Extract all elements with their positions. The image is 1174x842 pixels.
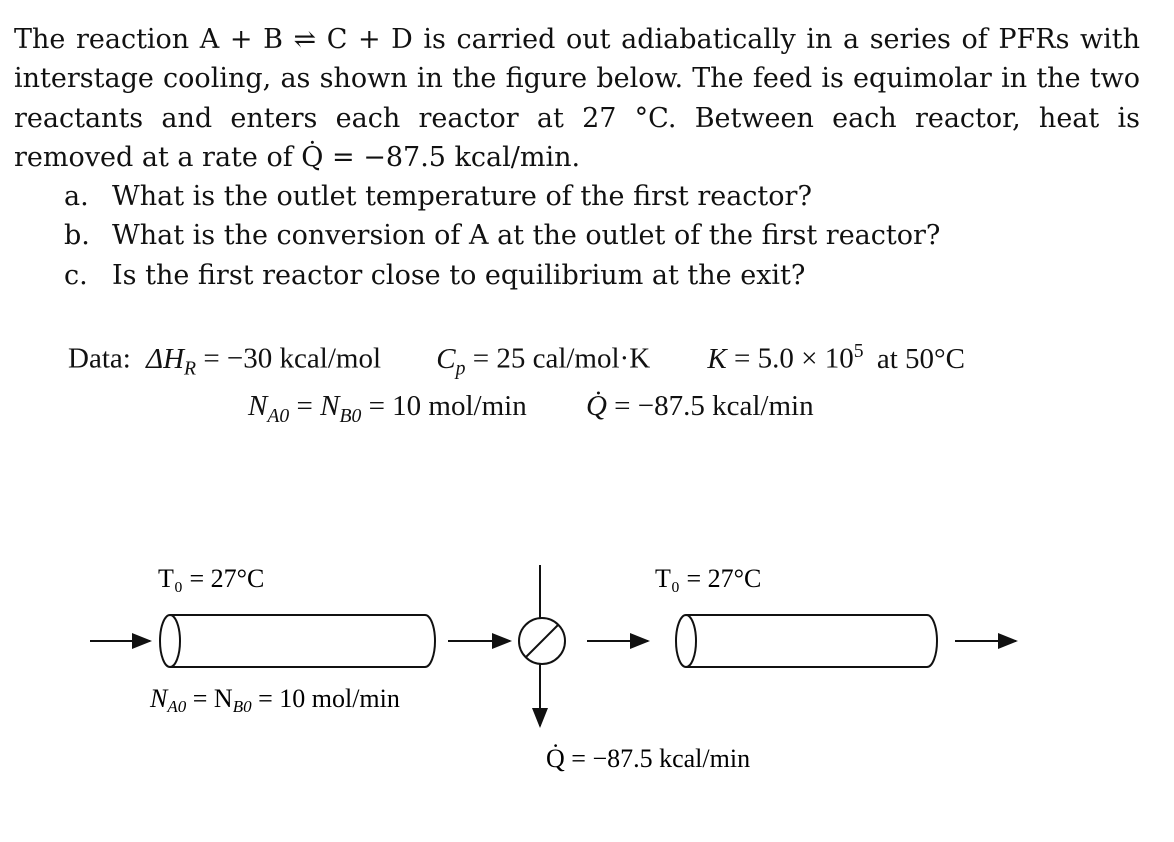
enthalpy-symbol: ΔH (146, 342, 185, 375)
na0-subscript: A0 (267, 404, 290, 427)
nb0-symbol: N (320, 390, 340, 422)
feed-tail: = 10 mol/min (251, 684, 400, 713)
cp-symbol: C (436, 342, 456, 375)
q-symbol: Q̇ (585, 390, 607, 422)
feed-mid: = N (186, 684, 233, 713)
q-value: = −87.5 kcal/min (614, 390, 814, 422)
feed-temperature-right: T₀ = 27°C (655, 564, 762, 593)
nb0-subscript: B0 (339, 404, 362, 427)
question-marker: a. (64, 181, 89, 213)
problem-line-4: removed at a rate of Q̇ = −87.5 kcal/min. (14, 141, 581, 173)
feed-na-symbol: N (150, 684, 168, 713)
equals-sign: = (296, 390, 313, 422)
question-marker: b. (64, 220, 90, 252)
problem-line-3: reactants and enters each reactor at 27 °C. Between each reactor, heat is (14, 102, 1140, 134)
enthalpy-subscript: R (184, 357, 197, 380)
k-exponent: 5 (853, 340, 864, 362)
feed-flow-label (149, 684, 400, 716)
feed-subscript-a: A0 (167, 697, 187, 716)
heat-exchanger-icon (519, 565, 565, 726)
data-label: Data: (68, 342, 131, 375)
feed-subscript-b: B0 (232, 697, 252, 716)
k-value: = 5.0 × 10 (734, 342, 854, 375)
heat-removal-label: Q̇ = −87.5 kcal/min (546, 744, 751, 773)
problem-line-1: The reaction A + B ⇌ C + D is carried out adiabatically in a series of PFRs with (14, 24, 1140, 55)
flow-value: = 10 mol/min (368, 390, 527, 422)
problem-line-2: interstage cooling, as shown in the figure below. The feed is equimolar in the two (14, 63, 1140, 95)
feed-temperature-left: T₀ = 27°C (158, 564, 265, 593)
enthalpy-value: = −30 kcal/mol (203, 342, 382, 375)
cp-value: = 25 cal/mol·K (472, 342, 651, 375)
pfr-reactor-2 (676, 615, 937, 667)
cp-subscript: p (455, 357, 466, 380)
pfr-reactor-1 (160, 615, 435, 667)
question-text: What is the conversion of A at the outlet of the first reactor? (112, 220, 941, 252)
question-marker: c. (64, 259, 88, 291)
na0-symbol: N (248, 390, 268, 422)
question-text: Is the first reactor close to equilibrium at the exit? (112, 259, 806, 291)
k-condition: at 50°C (876, 342, 965, 375)
k-symbol: K (707, 342, 727, 375)
question-text: What is the outlet temperature of the first reactor? (112, 181, 812, 213)
